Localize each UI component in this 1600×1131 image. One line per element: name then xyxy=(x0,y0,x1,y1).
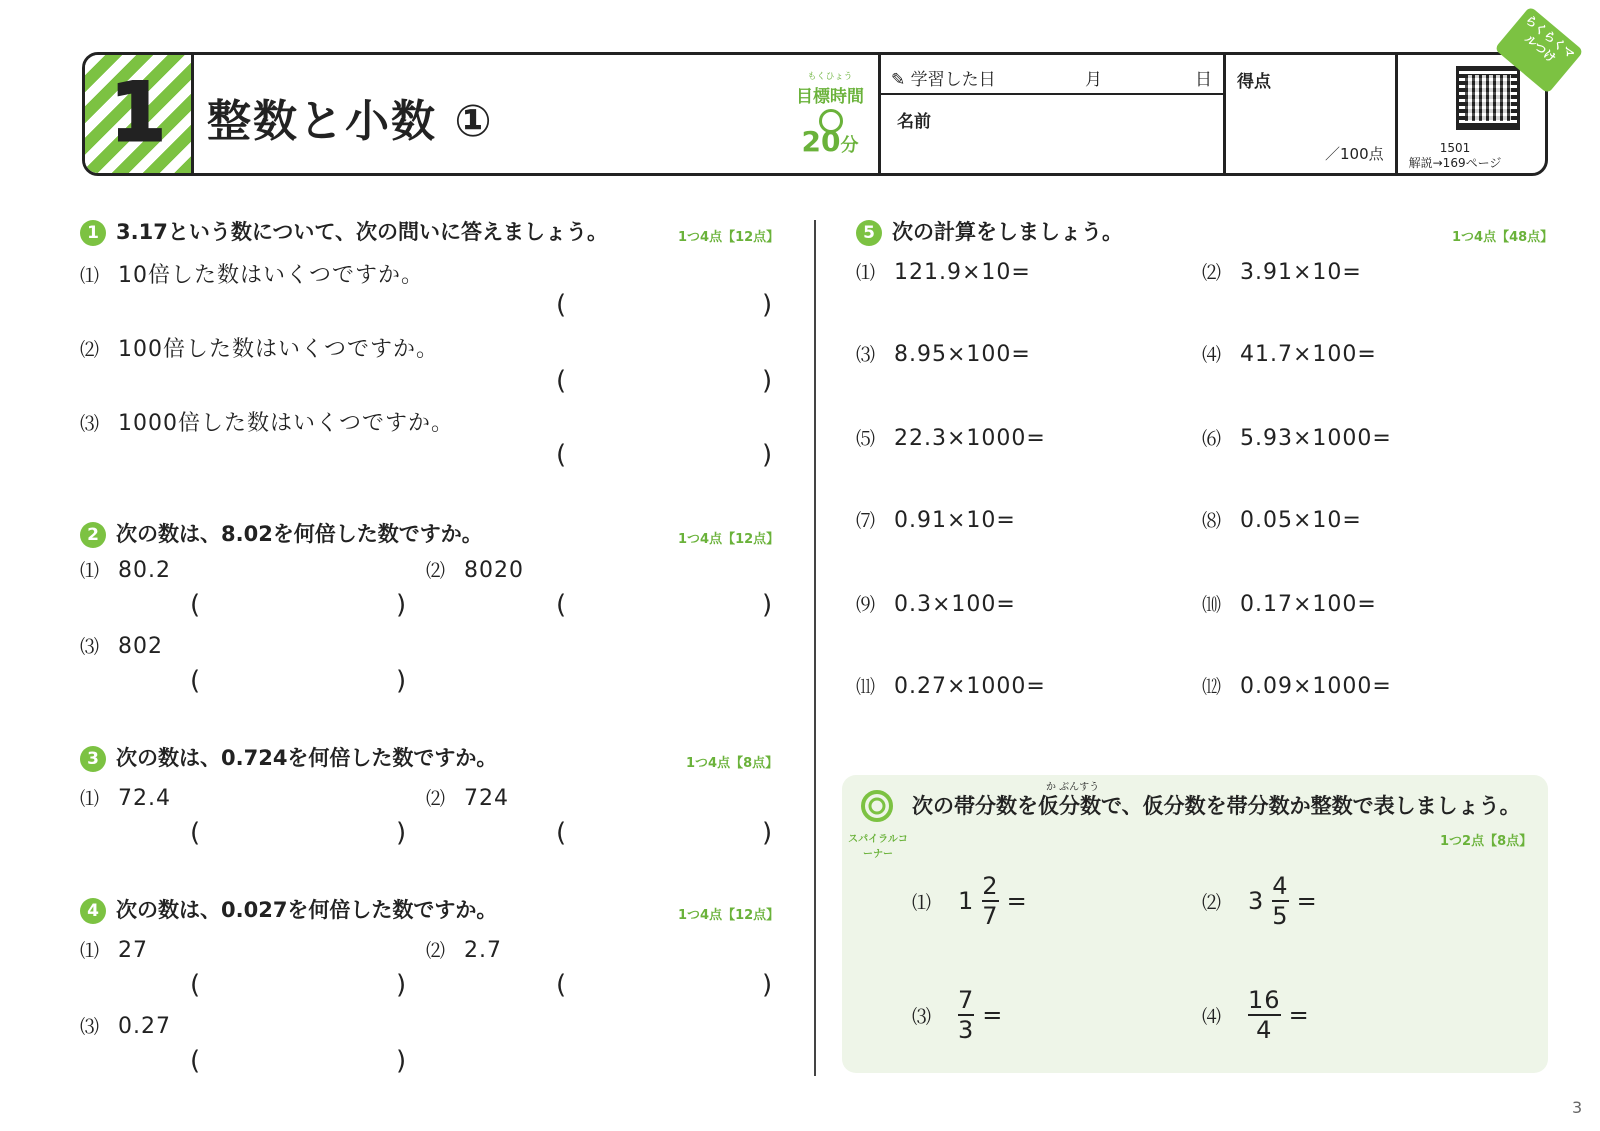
question-text: 3.17という数について、次の問いに答えましょう。 xyxy=(116,220,608,244)
qr-code-icon[interactable] xyxy=(1456,66,1520,130)
question-text: 次の数は、8.02を何倍した数ですか。 xyxy=(116,522,483,546)
column-divider xyxy=(814,220,816,1076)
fraction-problem: ⑵ 3 $\frac{4}{5}$ = xyxy=(1202,872,1318,930)
page-number: 3 xyxy=(1572,1098,1583,1117)
divider xyxy=(1223,55,1226,173)
calc-problem: ⑿ 0.09×1000= xyxy=(1202,674,1392,699)
points-label: 1つ2点【8点】 xyxy=(1440,834,1533,849)
day-label: 日 xyxy=(1195,70,1212,90)
question-number-badge: 3 xyxy=(80,746,106,772)
answer-paren-close: ) xyxy=(396,818,407,848)
calc-problem: ⑻ 0.05×10= xyxy=(1202,508,1362,533)
points-label: 1つ4点【12点】 xyxy=(678,908,780,923)
answer-paren-open: ( xyxy=(190,970,201,1000)
answer-paren-close: ) xyxy=(396,970,407,1000)
answer-paren-close: ) xyxy=(762,366,773,396)
calc-problem: ⑷ 41.7×100= xyxy=(1202,342,1377,367)
question-number-badge: 4 xyxy=(80,898,106,924)
answer-paren-open: ( xyxy=(190,1046,201,1076)
answer-field[interactable] xyxy=(572,368,756,398)
worksheet-header xyxy=(82,52,1548,176)
goal-time-box xyxy=(785,69,875,158)
question-text: 次の数は、0.724を何倍した数ですか。 xyxy=(116,746,498,770)
sub-question: ⑶ 1000倍した数はいくつですか。 xyxy=(80,411,455,436)
answer-paren-close: ) xyxy=(762,590,773,620)
points-label: 1つ4点【12点】 xyxy=(678,532,780,547)
answer-paren-close: ) xyxy=(396,666,407,696)
answer-field[interactable] xyxy=(206,592,390,622)
answer-field[interactable] xyxy=(206,820,390,850)
answer-field[interactable] xyxy=(572,442,756,472)
spiral-corner-label: スパイラルコーナー xyxy=(848,834,908,860)
question-text: 次の計算をしましょう。 xyxy=(892,220,1123,244)
goal-ruby: もくひょう xyxy=(807,72,853,82)
pencil-icon: ✎ xyxy=(891,70,906,90)
points-label: 1つ4点【8点】 xyxy=(686,756,779,771)
answer-paren-close: ) xyxy=(762,440,773,470)
sub-question: ⑴ 72.4 xyxy=(80,786,171,811)
score-label: 得点 xyxy=(1237,72,1271,92)
question-number-badge: 2 xyxy=(80,522,106,548)
calc-problem: ⑽ 0.17×100= xyxy=(1202,592,1377,617)
points-label: 1つ4点【48点】 xyxy=(1452,230,1554,245)
name-field[interactable] xyxy=(897,103,1217,163)
divider xyxy=(878,55,881,173)
answer-paren-open: ( xyxy=(190,590,201,620)
spiral-icon xyxy=(856,788,898,826)
sub-question: ⑵ 724 xyxy=(426,786,510,811)
answer-paren-close: ) xyxy=(762,970,773,1000)
calc-problem: ⑾ 0.27×1000= xyxy=(856,674,1046,699)
name-label: 名前 xyxy=(897,112,931,132)
sub-question: ⑴ 10倍した数はいくつですか。 xyxy=(80,263,425,288)
spiral-question-text: 次の帯分数を仮分数で、仮分数を帯分数か整数で表しましょう。 xyxy=(912,794,1521,818)
score-total: 100点 xyxy=(1340,145,1384,163)
calc-problem: ⑴ 121.9×10= xyxy=(856,260,1031,285)
sub-question: ⑶ 802 xyxy=(80,634,164,659)
furigana: か ぶんすう xyxy=(1046,782,1100,793)
answer-paren-open: ( xyxy=(556,590,567,620)
answer-paren-open: ( xyxy=(190,818,201,848)
calc-problem: ⑺ 0.91×10= xyxy=(856,508,1016,533)
rakuraku-badge: らくらくマルつけ xyxy=(1494,6,1584,94)
points-label: 1つ4点【12点】 xyxy=(678,230,780,245)
answer-paren-open: ( xyxy=(556,366,567,396)
question-number-badge: 5 xyxy=(856,220,882,246)
sub-question: ⑶ 0.27 xyxy=(80,1014,171,1039)
answer-field[interactable] xyxy=(572,292,756,322)
answer-paren-close: ) xyxy=(762,818,773,848)
goal-time-unit: 分 xyxy=(840,135,859,156)
goal-label: 目標時間 xyxy=(796,87,864,107)
sub-question: ⑵ 100倍した数はいくつですか。 xyxy=(80,337,440,362)
question-number-badge: 1 xyxy=(80,220,106,246)
stopwatch-icon xyxy=(819,109,843,133)
answer-paren-open: ( xyxy=(556,290,567,320)
goal-time-value: 20 xyxy=(801,125,841,158)
calc-problem: ⑵ 3.91×10= xyxy=(1202,260,1362,285)
answer-reference: 解説→169ページ xyxy=(1408,156,1502,170)
answer-field[interactable] xyxy=(206,1048,390,1078)
answer-paren-close: ) xyxy=(396,1046,407,1076)
sub-question: ⑵ 2.7 xyxy=(426,938,503,963)
sub-question: ⑴ 27 xyxy=(80,938,149,963)
answer-paren-open: ( xyxy=(556,970,567,1000)
sub-question: ⑵ 8020 xyxy=(426,558,525,583)
answer-field[interactable] xyxy=(572,592,756,622)
sub-question: ⑴ 80.2 xyxy=(80,558,171,583)
month-label: 月 xyxy=(1085,70,1102,90)
answer-paren-open: ( xyxy=(190,666,201,696)
answer-paren-open: ( xyxy=(556,818,567,848)
fraction-problem: ⑶ $\frac{7}{3}$ = xyxy=(912,986,1004,1044)
answer-field[interactable] xyxy=(572,972,756,1002)
page-title: 整数と小数 ① xyxy=(207,96,494,147)
answer-paren-close: ) xyxy=(396,590,407,620)
answer-field[interactable] xyxy=(206,972,390,1002)
divider xyxy=(881,93,1223,95)
fraction-problem: ⑴ 1 $\frac{2}{7}$ = xyxy=(912,872,1028,930)
answer-paren-close: ) xyxy=(762,290,773,320)
calc-problem: ⑶ 8.95×100= xyxy=(856,342,1031,367)
answer-field[interactable] xyxy=(572,820,756,850)
qr-code-number: 1501 xyxy=(1439,141,1471,155)
answer-paren-open: ( xyxy=(556,440,567,470)
fraction-problem: ⑷ $\frac{16}{4}$ = xyxy=(1202,986,1310,1044)
question-text: 次の数は、0.027を何倍した数ですか。 xyxy=(116,898,498,922)
slash-mark: ／ xyxy=(1325,145,1341,163)
study-date-label: 学習した日 xyxy=(910,70,996,90)
answer-field[interactable] xyxy=(206,668,390,698)
calc-problem: ⑹ 5.93×1000= xyxy=(1202,426,1392,451)
calc-problem: ⑸ 22.3×1000= xyxy=(856,426,1046,451)
calc-problem: ⑼ 0.3×100= xyxy=(856,592,1016,617)
unit-number: 1 xyxy=(110,66,166,159)
